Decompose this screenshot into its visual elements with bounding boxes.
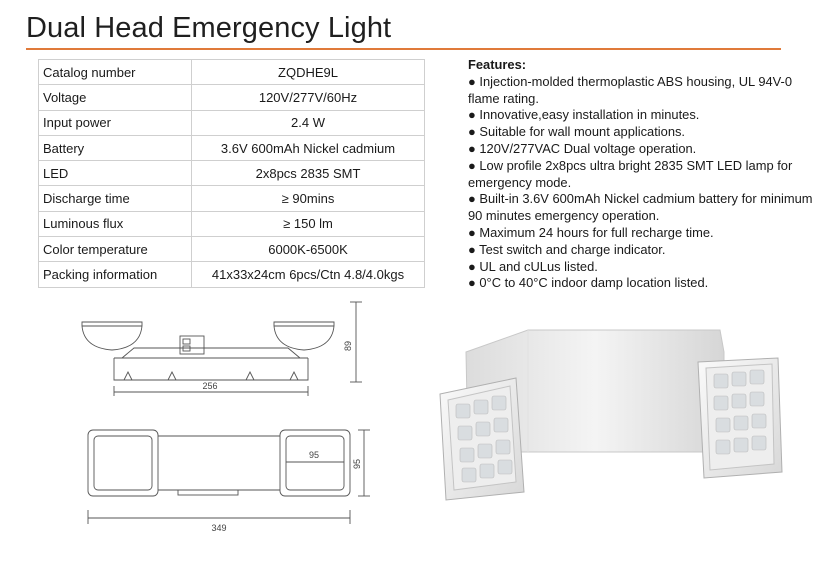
spec-label: Voltage bbox=[39, 85, 192, 110]
feature-item: ● Injection-molded thermoplastic ABS housing, UL 94V-0 flame rating. bbox=[468, 73, 793, 106]
dimension-drawing bbox=[70, 296, 390, 546]
feature-item: ● Built-in 3.6V 600mAh Nickel cadmium battery for minimum 90 minutes emergency operation. bbox=[468, 191, 813, 224]
spec-label: Input power bbox=[39, 110, 192, 135]
table-row bbox=[39, 186, 425, 211]
spec-value: ≥ 90mins bbox=[192, 186, 425, 211]
dim-front-height: 89 bbox=[343, 340, 353, 352]
spec-value: 2.4 W bbox=[192, 110, 425, 135]
table-row bbox=[39, 211, 425, 236]
feature-item: ● Innovative,easy installation in minutes. bbox=[468, 107, 700, 123]
features-heading: Features: bbox=[468, 57, 527, 72]
dim-front-width: 256 bbox=[202, 381, 218, 391]
feature-item: ● Test switch and charge indicator. bbox=[468, 241, 666, 257]
dim-head-width: 95 bbox=[308, 450, 320, 460]
spec-label: Battery bbox=[39, 135, 192, 160]
table-row bbox=[39, 110, 425, 135]
spec-label: Catalog number bbox=[39, 60, 192, 85]
table-row bbox=[39, 60, 425, 85]
table-row bbox=[39, 262, 425, 287]
spec-label: Luminous flux bbox=[39, 211, 192, 236]
features-list bbox=[468, 57, 813, 292]
spec-label: LED bbox=[39, 161, 192, 186]
spec-label: Discharge time bbox=[39, 186, 192, 211]
spec-label: Color temperature bbox=[39, 237, 192, 262]
product-photo bbox=[428, 322, 808, 522]
feature-item: ● UL and cULus listed. bbox=[468, 258, 598, 274]
feature-item: ● 0°C to 40°C indoor damp location listed. bbox=[468, 275, 709, 291]
table-row bbox=[39, 237, 425, 262]
table-row bbox=[39, 135, 425, 160]
dim-head-height: 95 bbox=[352, 458, 362, 470]
feature-item: ● 120V/277VAC Dual voltage operation. bbox=[468, 140, 697, 156]
spec-value: ≥ 150 lm bbox=[192, 211, 425, 236]
page-title: Dual Head Emergency Light bbox=[26, 12, 392, 44]
feature-item: ● Suitable for wall mount applications. bbox=[468, 124, 686, 140]
title-underline bbox=[26, 48, 781, 50]
spec-value: 120V/277V/60Hz bbox=[192, 85, 425, 110]
spec-value: 2x8pcs 2835 SMT bbox=[192, 161, 425, 186]
table-row bbox=[39, 85, 425, 110]
dim-bottom-width: 349 bbox=[211, 523, 227, 533]
spec-table bbox=[38, 59, 425, 288]
feature-item: ● Low profile 2x8pcs ultra bright 2835 SMT LED lamp for emergency mode. bbox=[468, 157, 793, 190]
table-row bbox=[39, 161, 425, 186]
spec-value: ZQDHE9L bbox=[192, 60, 425, 85]
spec-label: Packing information bbox=[39, 262, 192, 287]
spec-value: 41x33x24cm 6pcs/Ctn 4.8/4.0kgs bbox=[192, 262, 425, 287]
spec-value: 3.6V 600mAh Nickel cadmium bbox=[192, 135, 425, 160]
feature-item: ● Maximum 24 hours for full recharge time. bbox=[468, 224, 714, 240]
spec-value: 6000K-6500K bbox=[192, 237, 425, 262]
